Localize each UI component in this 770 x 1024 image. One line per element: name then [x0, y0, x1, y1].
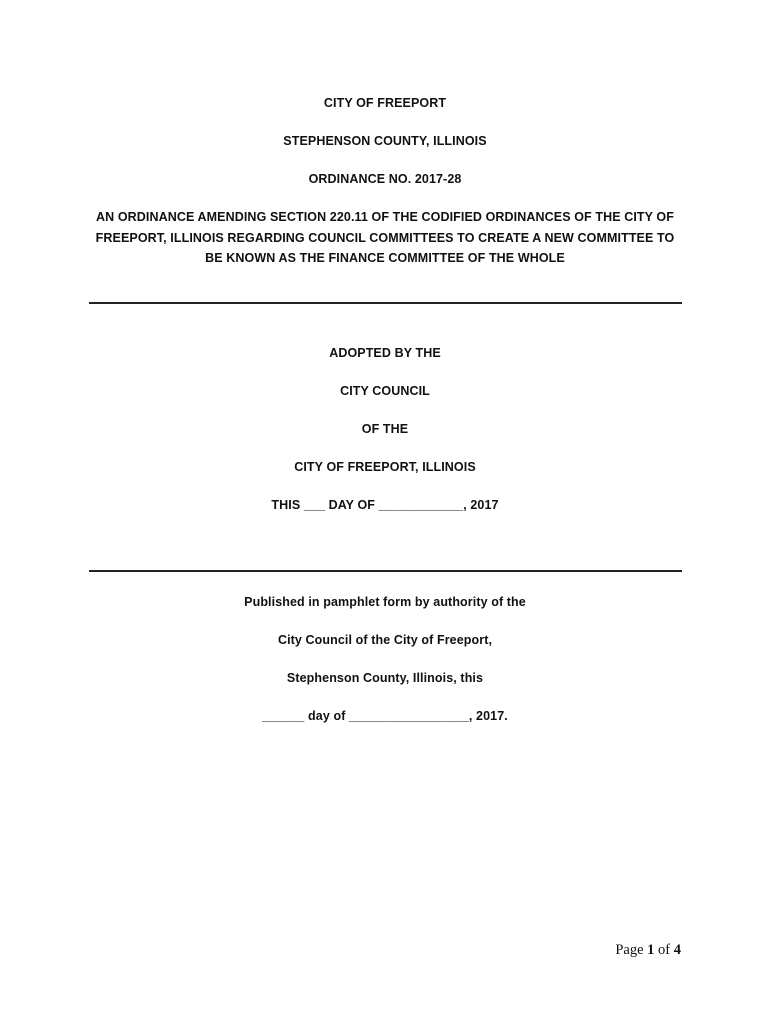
page-total: 4	[673, 942, 681, 958]
ordinance-number-heading: ORDINANCE NO. 2017-28	[308, 172, 462, 186]
publisher-county-line: Stephenson County, Illinois, this	[286, 671, 484, 685]
of-label: of	[658, 942, 671, 958]
ordinance-title	[88, 207, 682, 269]
page-current: 1	[647, 942, 655, 958]
divider-bottom	[89, 570, 682, 572]
divider-top	[89, 302, 682, 304]
page-label: Page	[615, 942, 644, 958]
city-name-heading: CITY OF FREEPORT	[323, 96, 447, 110]
page-number	[615, 942, 681, 959]
county-heading: STEPHENSON COUNTY, ILLINOIS	[283, 134, 487, 148]
city-of-freeport-line: CITY OF FREEPORT, ILLINOIS	[294, 460, 476, 474]
adoption-date-line: THIS ___ DAY OF ____________, 2017	[271, 498, 499, 512]
published-line: Published in pamphlet form by authority of the	[244, 595, 526, 609]
adopted-by-line: ADOPTED BY THE	[329, 346, 441, 360]
of-the-line: OF THE	[361, 422, 409, 436]
ordinance-title-line-1: AN ORDINANCE AMENDING SECTION 220.11 OF THE CODIFIED ORDINANCES OF THE CITY OF	[96, 210, 674, 224]
ordinance-title-line-2: FREEPORT, ILLINOIS REGARDING COUNCIL COMMITTEES TO CREATE A NEW COMMITTEE TO	[95, 230, 675, 245]
publication-date-line: ______ day of _________________, 2017.	[262, 709, 508, 723]
publisher-council-line: City Council of the City of Freeport,	[277, 633, 493, 647]
ordinance-title-line-3: BE KNOWN AS THE FINANCE COMMITTEE OF THE WHOLE	[205, 251, 565, 265]
city-council-line: CITY COUNCIL	[340, 384, 430, 398]
